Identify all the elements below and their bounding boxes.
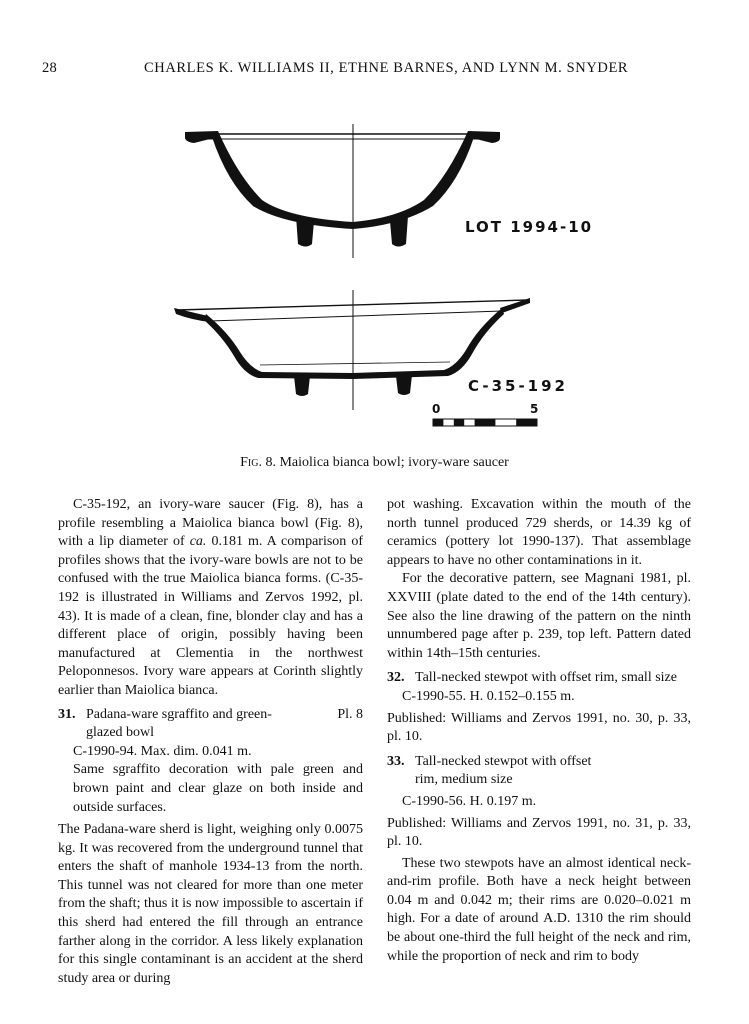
entry-31-inventory: C-1990-94. Max. dim. 0.041 m. (73, 743, 252, 759)
figure-label-lot: LOT 1994-10 (465, 218, 594, 236)
intro-paragraph: C-35-192, an ivory-ware saucer (Fig. 8), has a profile resembling a Maiolica bianca bowl (Fig. 8), with a lip diameter of ca. 0.181 m. A comparison of profiles shows that the ivory-ware bowls are not to be confused with the true Maiolica bianca forms. (C-35-192 is illustrated in Williams and Zervos 1992, pl. 43). It is made of a clean, fine, blonder clay and has a different place of origin, possibly having been manufactured at Clementia in the northwest Peloponnesos. Ivory ware appears at Corinth slightly earlier than Maiolica bianca. (58, 497, 363, 698)
stewpot-paragraph: These two stewpots have an almost identical neck-and-rim profile. Both have a neck height between 0.04 m and 0.042 m; their rims are 0.020–0.021 m high. For a date of around A.D. 1310 the rim should be about one-third the full height of the neck and rim, while the proportion of neck and rim to body (387, 855, 691, 964)
padana-paragraph: The Padana-ware sherd is light, weighing only 0.0075 kg. It was recovered from the underground tunnel that enters the shaft of manhole 1934-13 from the north. This tunnel was not cleared for more than one meter from the shaft; thus it is now impossible to ascertain if this sherd had entered the fill through an entrance farther along in the corridor. A less likely explanation for this single contaminant is an accident at the sherd study area or during (58, 822, 363, 986)
catalogue-entry-33-title (387, 753, 691, 790)
entry-title: Tall-necked stewpot with offset rim, small size (415, 670, 677, 686)
scale-bar (432, 402, 538, 426)
entry-number: 33. (387, 753, 405, 769)
decorative-pattern-paragraph: For the decorative pattern, see Magnani 1981, pl. XXVIII (plate dated to the end of the 14th century). See also the line drawing of the pattern on the ninth unnumbered page after p. 239, top left. Pattern dated within 14th–15th centuries. (387, 571, 691, 661)
catalogue-entry-32-title (387, 669, 691, 688)
figure-number: Fig. 8. (240, 455, 276, 470)
figure-caption-text: Maiolica bianca bowl; ivory-ware saucer (279, 455, 509, 470)
entry-title: Padana-ware sgraffito and green-glazed bowl (86, 706, 272, 741)
entry-number: 31. (58, 706, 76, 722)
entry-number: 32. (387, 670, 405, 686)
figure-caption (0, 455, 749, 471)
scale-label-end: 5 (530, 402, 539, 416)
entry-33-publication: Published: Williams and Zervos 1991, no. 31, p. 33, pl. 10. (387, 815, 691, 850)
entry-title: Tall-necked stewpot with offset rim, medium size (415, 753, 592, 788)
ivory-ware-saucer-profile (174, 290, 568, 410)
right-column (387, 496, 691, 966)
catalogue-entry-31-title (58, 706, 363, 743)
maiolica-bowl-profile (185, 124, 593, 258)
plate-reference: Pl. 8 (337, 706, 363, 722)
figure-label-inventory: C-35-192 (468, 377, 568, 395)
entry-31-description: Same sgraffito decoration with pale green and brown paint and clear glaze on both inside and outside surfaces. (73, 762, 363, 815)
scale-label-start: 0 (432, 402, 441, 416)
running-head-authors: CHARLES K. WILLIAMS II, ETHNE BARNES, AND LYNN M. SNYDER (144, 60, 629, 76)
page-number: 28 (42, 60, 57, 76)
profile-drawings (150, 110, 600, 440)
entry-32-inventory: C-1990-55. H. 0.152–0.155 m. (402, 688, 575, 704)
figure-8 (150, 110, 600, 440)
entry-32-publication: Published: Williams and Zervos 1991, no. 30, p. 33, pl. 10. (387, 710, 691, 745)
left-column (58, 496, 363, 988)
continued-paragraph: pot washing. Excavation within the mouth of the north tunnel produced 729 sherds, or 14.39 kg of ceramics (pottery lot 1990-137). That assemblage appears to have no other contaminations in it. (387, 497, 691, 568)
entry-33-inventory: C-1990-56. H. 0.197 m. (402, 793, 537, 809)
